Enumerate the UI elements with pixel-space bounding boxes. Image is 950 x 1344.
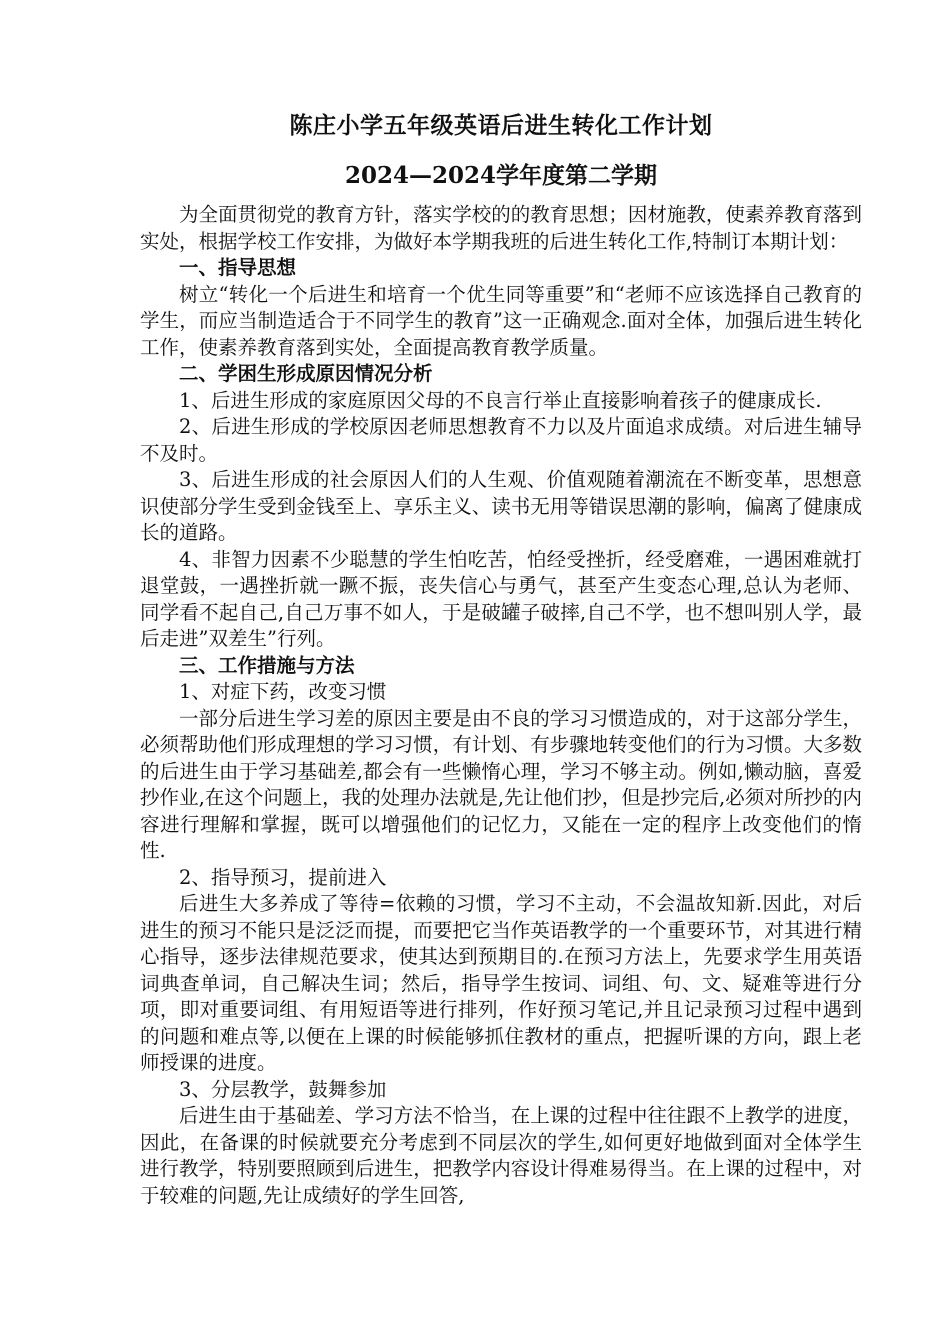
list-item: 1、后进生形成的家庭原因父母的不良言行举止直接影响着孩子的健康成长.: [179, 388, 822, 412]
section-heading-measures: 三、工作措施与方法: [179, 653, 355, 677]
list-item: 3、后进生形成的社会原因人们的人生观、价值观随着潮流在不断变革，思想意识使部分学生受到金钱至上、享乐主义、读书无用等错误思潮的影响，偏离了健康成长的道路。: [140, 468, 862, 544]
document-title: 陈庄小学五年级英语后进生转化工作计划: [289, 112, 713, 139]
subheading-preview: 2、指导预习，提前进入: [179, 865, 387, 889]
list-item: 4、非智力因素不少聪慧的学生怕吃苦，怕经受挫折，经受磨难，一遇困难就打退堂鼓，一遇挫折就一蹶不振，丧失信心与勇气，甚至产生变态心理,总认为老师、同学看不起自己,自己万事不如人，于是破罐子破摔,自己不学，也不想叫别人学，最后走进”双差生”行列。: [140, 547, 862, 650]
list-item: 2、后进生形成的学校原因老师思想教育不力以及片面追求成绩。对后进生辅导不及时。: [140, 415, 862, 465]
paragraph-layered-teaching: 后进生由于基础差、学习方法不恰当，在上课的过程中往往跟不上教学的进度，因此，在备课的时候就要充分考虑到不同层次的学生,如何更好地做到面对全体学生进行教学，特别要照顾到后进生，把教学内容设计得难易得当。在上课的过程中，对于较难的问题,先让成绩好的学生回答,: [140, 1104, 862, 1207]
section-paragraph-guiding-ideology: 树立“转化一个后进生和培育一个优生同等重要”和“老师不应该选择自己教育的学生，而应当制造适合于不同学生的教育”这一正确观念.面对全体，加强后进生转化工作，使素养教育落到实处，全面提高教育教学质量。: [140, 282, 862, 359]
section-heading-cause-analysis: 二、学困生形成原因情况分析: [179, 362, 433, 385]
section-heading-guiding-ideology: 一、指导思想: [179, 256, 297, 279]
document-body: [140, 202, 862, 1209]
intro-paragraph: 为全面贯彻党的教育方针，落实学校的的教育思想；因材施教，使素养教育落到实处，根据学校工作安排，为做好本学期我班的后进生转化工作,特制订本期计划：: [140, 203, 862, 253]
paragraph-habits: 一部分后进生学习差的原因主要是由不良的学习习惯造成的，对于这部分学生，必须帮助他们形成理想的学习习惯，有计划、有步骤地转变他们的行为习惯。大多数的后进生由于学习基础差,都会有一些懒惰心理，学习不够主动。例如,懒动脑，喜爱抄作业,在这个问题上，我的处理办法就是,先让他们抄，但是抄完后,必须对所抄的内容进行理解和掌握，既可以增强他们的记忆力，又能在一定的程序上改变他们的惰性.: [140, 706, 862, 862]
subheading-habits: 1、对症下药，改变习惯: [179, 680, 387, 703]
document-subtitle: 2024—2024学年度第二学期: [344, 162, 658, 189]
subheading-layered-teaching: 3、分层教学，鼓舞参加: [179, 1077, 387, 1101]
paragraph-preview: 后进生大多养成了等待=依赖的习惯，学习不主动，不会温故知新.因此，对后进生的预习不能只是泛泛而提，而要把它当作英语教学的一个重要环节，对其进行精心指导，逐步法律规范要求，使其达到预期目的.在预习方法上，先要求学生用英语词典查单词，自己解决生词；然后，指导学生按词、词组、句、文、疑难等进行分项，即对重要词组、有用短语等进行排列，作好预习笔记,并且记录预习过程中遇到的问题和难点等,以便在上课的时候能够抓住教材的重点，把握听课的方向，跟上老师授课的进度。: [140, 892, 862, 1074]
